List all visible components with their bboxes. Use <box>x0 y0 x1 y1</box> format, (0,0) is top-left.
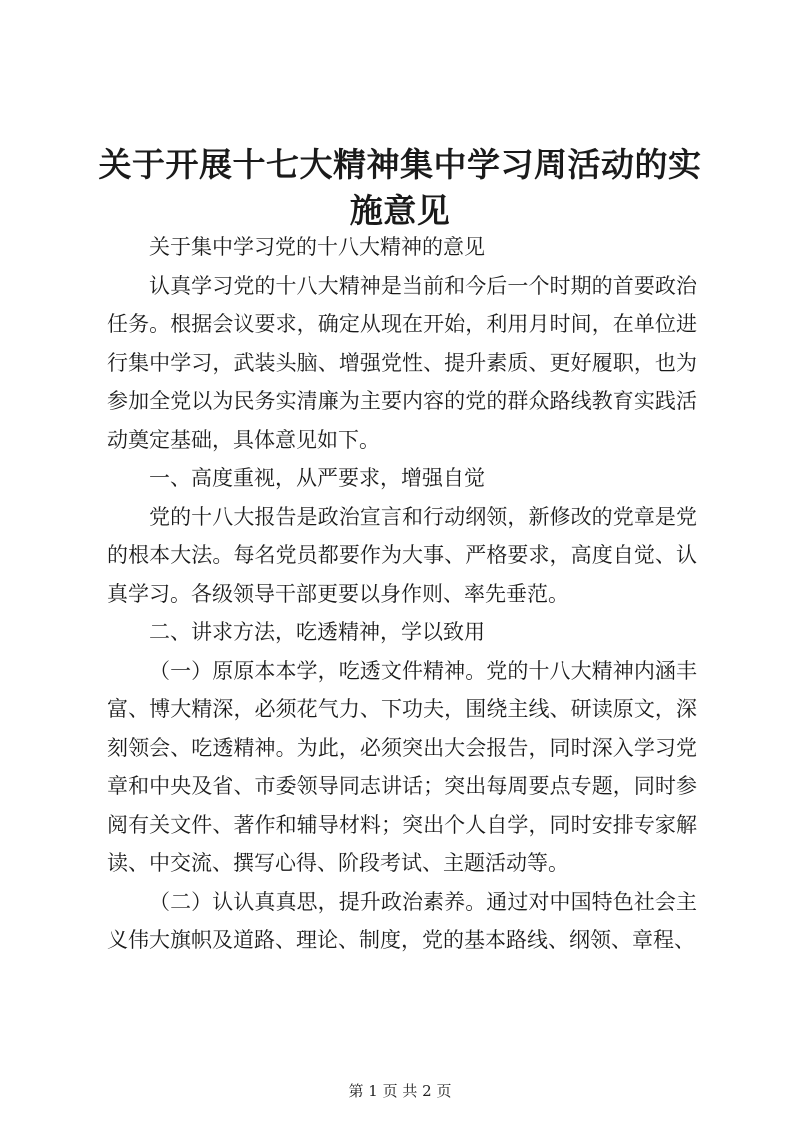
paragraph-section-1: 党的十八大报告是政治宣言和行动纲领，新修改的党章是党的根本大法。每名党员都要作为大事、严格要求，高度自觉、认真学习。各级领导干部更要以身作则、率先垂范。 <box>107 504 697 606</box>
paragraph-subsection-2: （二）认认真真思，提升政治素养。通过对中国特色社会主义伟大旗帜及道路、理论、制度，党的基本路线、纲领、章程、 <box>107 889 697 952</box>
paragraph-subsection-1: （一）原原本本学，吃透文件精神。党的十八大精神内涵丰富、博大精深，必须花气力、下功夫，围绕主线、研读原文，深刻领会、吃透精神。为此，必须突出大会报告，同时深入学习党章和中央及省、市委领导同志讲话；突出每周要点专题，同时参阅有关文件、著作和辅导材料；突出个人自学，同时安排专家解读、中交流、撰写心得、阶段考试、主题活动等。 <box>107 658 697 875</box>
section-heading-1: 一、高度重视，从严要求，增强自觉 <box>149 466 485 490</box>
document-title: 关于开展十七大精神集中学习周活动的实施意见 <box>98 145 702 230</box>
paragraph-heading-intro: 关于集中学习党的十八大精神的意见 <box>149 235 485 259</box>
paragraph-intro: 认真学习党的十八大精神是当前和今后一个时期的首要政治任务。根据会议要求，确定从现在开始，利用月时间，在单位进行集中学习，武装头脑、增强党性、提升素质、更好履职，也为参加全党以为民务实清廉为主要内容的党的群众路线教育实践活动奠定基础，具体意见如下。 <box>107 273 697 452</box>
document-body <box>107 228 697 960</box>
section-heading-2: 二、讲求方法，吃透精神，学以致用 <box>149 620 485 644</box>
page-number-footer: 第 1 页 共 2 页 <box>348 1082 452 1100</box>
